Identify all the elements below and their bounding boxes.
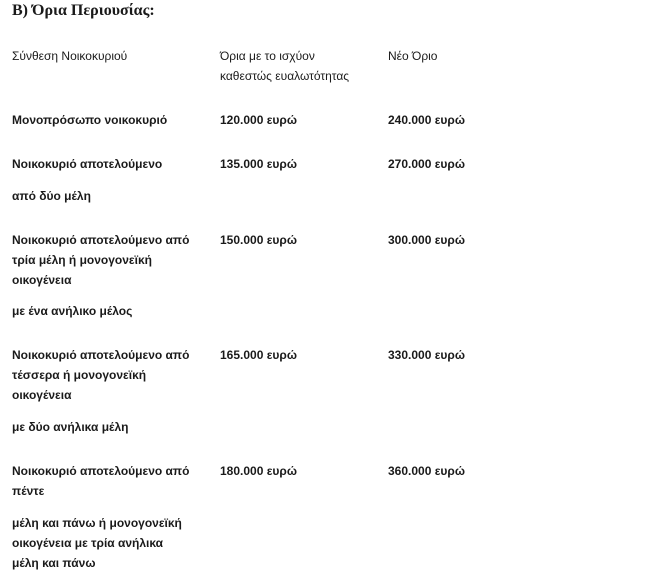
row-1-new-limit: 240.000 ευρώ — [388, 113, 465, 127]
row-3-composition-line3: οικογένεια — [12, 273, 72, 287]
row-4-composition-line2: τέσσερα ή μονογονεϊκή — [12, 368, 147, 382]
header-composition: Σύνθεση Νοικοκυριού — [12, 49, 128, 63]
row-4-current-limit: 165.000 ευρώ — [220, 348, 297, 362]
row-2-composition-extra1: από δύο μέλη — [12, 189, 91, 203]
row-4-composition-line3: οικογένεια — [12, 388, 72, 402]
header-new-limit: Νέο Όριο — [388, 49, 438, 63]
row-3-composition-line1: Νοικοκυριό αποτελούμενο από — [12, 233, 190, 247]
row-5-composition-line1: Νοικοκυριό αποτελούμενο από — [12, 464, 190, 478]
row-4-new-limit: 330.000 ευρώ — [388, 348, 465, 362]
row-5-composition-line2: πέντε — [12, 484, 45, 498]
row-2-current-limit: 135.000 ευρώ — [220, 157, 297, 171]
row-5-current-limit: 180.000 ευρώ — [220, 464, 297, 478]
row-5-composition-extra1: μέλη και πάνω ή μονογονεϊκή — [12, 516, 182, 530]
row-5-new-limit: 360.000 ευρώ — [388, 464, 465, 478]
page-title: Β) Όρια Περιουσίας: — [12, 2, 155, 19]
row-5-composition-extra3: μέλη και πάνω — [12, 556, 96, 570]
row-2-composition-line1: Νοικοκυριό αποτελούμενο — [12, 157, 163, 171]
row-4-composition-line1: Νοικοκυριό αποτελούμενο από — [12, 348, 190, 362]
row-3-new-limit: 300.000 ευρώ — [388, 233, 465, 247]
row-3-current-limit: 150.000 ευρώ — [220, 233, 297, 247]
row-3-composition-line2: τρία μέλη ή μονογονεϊκή — [12, 253, 152, 267]
header-current-limit-line2: καθεστώς ευαλωτότητας — [220, 69, 350, 83]
row-2-new-limit: 270.000 ευρώ — [388, 157, 465, 171]
row-4-composition-extra1: με δύο ανήλικα μέλη — [12, 420, 129, 434]
row-1-current-limit: 120.000 ευρώ — [220, 113, 297, 127]
row-1-composition-line1: Μονοπρόσωπο νοικοκυριό — [12, 113, 168, 127]
row-5-composition-extra2: οικογένεια με τρία ανήλικα — [12, 536, 164, 550]
row-3-composition-extra1: με ένα ανήλικο μέλος — [12, 304, 133, 318]
header-current-limit-line1: Όρια με το ισχύον — [220, 49, 315, 63]
